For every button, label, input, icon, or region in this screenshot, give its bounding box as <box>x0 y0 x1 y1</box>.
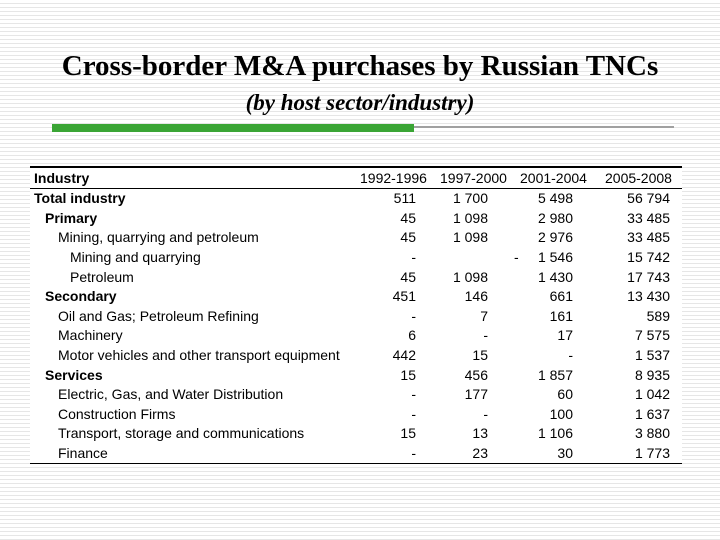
cell-2001-2004: 2 980 <box>537 209 573 226</box>
column-header-2001-2004: 2001-2004 <box>520 168 605 189</box>
table-row <box>30 228 682 248</box>
row-label: Motor vehicles and other transport equipment <box>58 347 340 364</box>
row-label: Secondary <box>45 288 117 305</box>
slide-title: Cross-border M&A purchases by Russian TNCs <box>61 50 659 82</box>
table-header-row <box>30 168 682 189</box>
table-row <box>30 248 682 268</box>
cell-2001-2004: 1 430 <box>537 268 573 285</box>
cell-2001-2004: 5 498 <box>537 190 573 207</box>
cell-1997-2000: - <box>483 405 488 422</box>
column-header-1992-1996: 1992-1996 <box>360 168 440 189</box>
table-row <box>30 209 682 229</box>
cell-2001-2004: 2 976 <box>537 229 573 246</box>
cell-2005-2008: 1 637 <box>634 405 670 422</box>
row-label: Oil and Gas; Petroleum Refining <box>58 307 259 324</box>
row-label: Primary <box>45 209 98 226</box>
cell-2005-2008: 17 743 <box>627 268 670 285</box>
cell-1997-2000: 1 098 <box>452 229 488 246</box>
cell-2005-2008: 1 042 <box>634 386 670 403</box>
cell-1992-1996: 6 <box>408 327 416 344</box>
row-label: Construction Firms <box>58 405 176 422</box>
cell-1997-2000: 456 <box>464 366 488 383</box>
cell-2001-2004: 100 <box>549 405 573 422</box>
stray-dash: - <box>514 249 519 266</box>
table-row <box>30 287 682 307</box>
cell-1992-1996: 451 <box>392 288 416 305</box>
cell-1992-1996: - <box>411 307 416 324</box>
row-label: Petroleum <box>70 268 134 285</box>
cell-2005-2008: 33 485 <box>627 209 670 226</box>
cell-1992-1996: - <box>411 405 416 422</box>
cell-1992-1996: - <box>411 249 416 266</box>
row-label: Electric, Gas, and Water Distribution <box>58 386 284 403</box>
cell-1992-1996: 15 <box>400 425 416 442</box>
cell-2001-2004: 1 857 <box>537 366 573 383</box>
cell-1992-1996: 15 <box>400 366 416 383</box>
cell-2001-2004: 60 <box>557 386 573 403</box>
cell-1997-2000: 1 098 <box>452 209 488 226</box>
cell-1997-2000 <box>440 248 520 268</box>
table-row <box>30 346 682 366</box>
cell-2005-2008: 56 794 <box>627 190 670 207</box>
cell-1997-2000: 13 <box>472 425 488 442</box>
table-row <box>30 424 682 444</box>
table-row <box>30 405 682 425</box>
cell-1992-1996: 511 <box>393 190 416 207</box>
cell-2001-2004: - <box>568 347 573 364</box>
table-row <box>30 385 682 405</box>
column-header-1997-2000: 1997-2000 <box>440 168 520 189</box>
row-label: Machinery <box>58 327 123 344</box>
cell-2001-2004: 17 <box>557 327 573 344</box>
table-row <box>30 444 682 464</box>
column-header-industry: Industry <box>30 168 360 189</box>
cell-1992-1996: 45 <box>400 229 416 246</box>
cell-1992-1996: 442 <box>392 347 416 364</box>
cell-2001-2004 <box>514 248 605 268</box>
table-bottom-rule <box>30 463 682 464</box>
cell-2005-2008: 3 880 <box>634 425 670 442</box>
row-label: Mining and quarrying <box>70 249 201 266</box>
cell-2005-2008: 15 742 <box>627 249 670 266</box>
column-header-2005-2008: 2005-2008 <box>605 168 682 189</box>
cell-1997-2000: 23 <box>472 445 488 462</box>
cell-1992-1996: 45 <box>400 209 416 226</box>
data-table <box>30 168 682 463</box>
cell-2005-2008: 7 575 <box>634 327 670 344</box>
cell-2005-2008: 1 773 <box>634 445 670 462</box>
row-label: Finance <box>58 445 108 462</box>
cell-1992-1996: - <box>411 386 416 403</box>
cell-2001-2004: 1 106 <box>537 425 573 442</box>
table-row <box>30 189 682 209</box>
cell-1997-2000: 7 <box>480 307 488 324</box>
cell-2005-2008: 589 <box>646 307 670 324</box>
cell-1997-2000: 146 <box>464 288 488 305</box>
cell-1997-2000: 177 <box>464 386 488 403</box>
cell-2001-2004: 30 <box>557 445 573 462</box>
cell-2001-2004: 161 <box>549 307 573 324</box>
row-label: Total industry <box>34 190 126 207</box>
cell-1992-1996: 45 <box>400 268 416 285</box>
cell-1997-2000: 1 700 <box>452 190 488 207</box>
cell-2005-2008: 13 430 <box>627 288 670 305</box>
title-accent-bar <box>52 124 414 132</box>
row-label: Mining, quarrying and petroleum <box>58 229 259 246</box>
cell-2005-2008: 1 537 <box>634 347 670 364</box>
cell-2001-2004: 661 <box>549 288 573 305</box>
table-row <box>30 267 682 287</box>
cell-1992-1996: - <box>411 445 416 462</box>
table-row <box>30 326 682 346</box>
table-row <box>30 307 682 327</box>
cell-1997-2000: - <box>483 327 488 344</box>
cell-value: 1 546 <box>537 249 573 266</box>
row-label: Services <box>45 366 103 383</box>
table-row <box>30 365 682 385</box>
cell-2005-2008: 8 935 <box>634 366 670 383</box>
cell-2005-2008: 33 485 <box>627 229 670 246</box>
cell-1997-2000: 1 098 <box>452 268 488 285</box>
slide-subtitle: (by host sector/industry) <box>245 90 475 115</box>
cell-1997-2000: 15 <box>472 347 488 364</box>
row-label: Transport, storage and communications <box>58 425 305 442</box>
ma-purchases-table <box>30 166 682 464</box>
title-accent-line <box>414 126 674 128</box>
